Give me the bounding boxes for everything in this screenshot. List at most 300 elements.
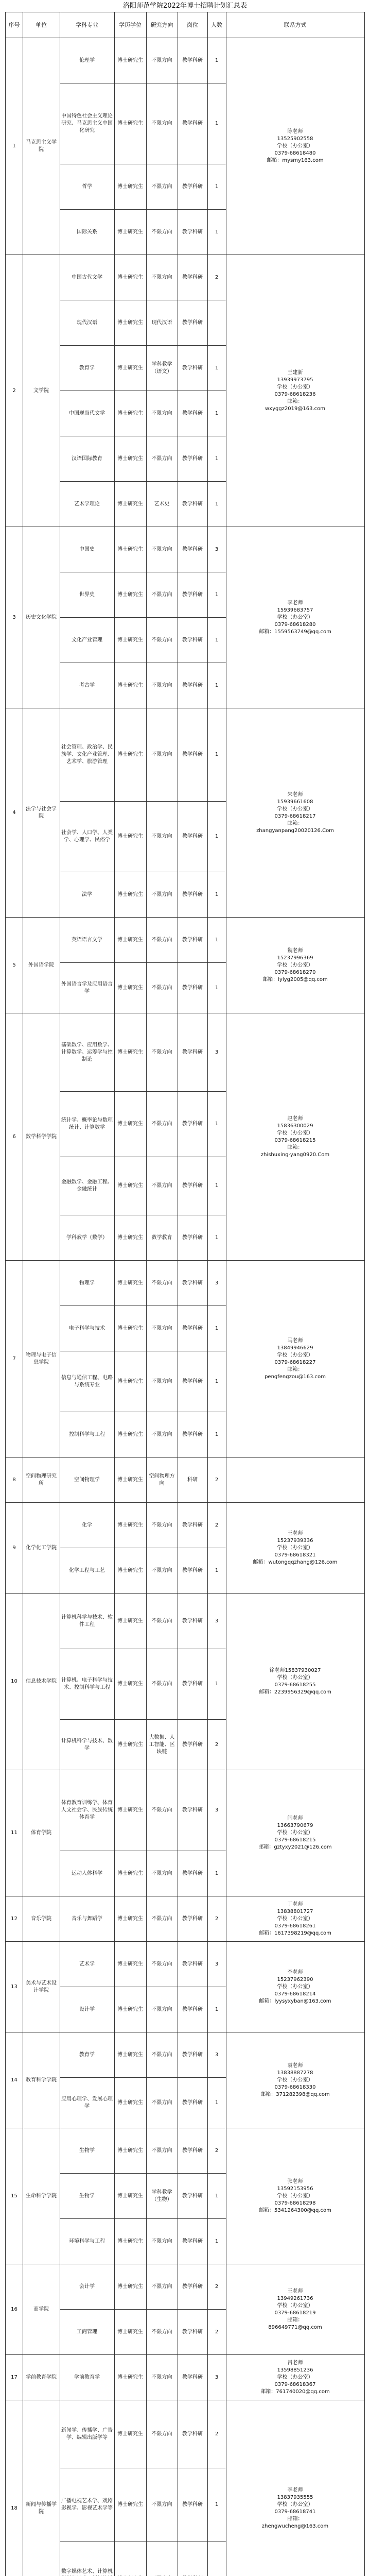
cell-major: 世界史 [79,591,95,598]
cell-degree: 博士研究生 [117,637,143,643]
cell-post: 教学科研 [182,1325,203,1331]
cell-direction: 不限方向 [151,546,172,552]
cell-post: 教学科研 [182,1741,203,1748]
cell-direction [146,2541,178,2576]
cell-direction: 不限方向 [151,1618,172,1624]
unit-contact: 丁老师 13838801727 学校（办公室） 0379-68618261 邮箱：1617398219@qq.com [259,1901,331,1936]
cell-direction: 数学教育 [151,1234,172,1241]
cell-degree: 博士研究生 [117,2052,143,2058]
unit-name: 信息技术学院 [26,1679,57,1684]
cell-degree: 博士研究生 [117,2283,143,2290]
table-row [60,2264,226,2310]
cell-num: 1 [215,1378,219,1384]
cell-major: 生物学 [79,2193,95,2199]
cell-num: 2 [215,2147,219,2154]
unit-contact: 李老师 15237962390 学校（办公室） 0379-68618214 邮箱：lyysyxyban@163.com [259,1969,331,2004]
cell-post: 教学科研 [182,57,203,63]
cell-num: 1 [215,834,219,839]
table-row [60,1720,226,1770]
cell-major: 广播电视艺术学、戏剧影视学、影视艺术学等 [61,2498,113,2511]
cell-degree: 博士研究生 [117,1567,143,1573]
cell-major: 法学 [82,891,92,897]
cell-major: 电子科学与技术 [69,1325,105,1331]
cell-degree [114,2541,146,2576]
table-row [60,1261,226,1306]
cell-degree: 博士研究生 [117,57,143,63]
cell-major: 社会管理、政治学、民族学、文化产业管理、艺术学、旅游管理 [61,744,113,765]
unit-contact: 吕老师 13598851236 学校（办公室） 0379-68618367 邮箱：761740020@qq.com [260,2360,330,2395]
cell-major: 统计学、概率论与数理统计、计算数学 [61,1117,113,1130]
cell-post: 教学科研 [182,834,203,839]
cell-degree: 博士研究生 [117,1741,143,1748]
cell-post: 教学科研 [182,2006,203,2012]
unit-name: 商学院 [33,2306,49,2312]
cell-direction: 不限方向 [151,2238,172,2244]
table-row [60,2355,226,2400]
cell-post: 教学科研 [182,891,203,897]
cell-direction: 不限方向 [151,229,172,235]
table-row [60,1649,226,1720]
table-row [60,83,226,164]
unit-name: 法学与社会学院 [26,806,57,819]
unit-number: 12 [11,1916,17,1922]
unit-number: 3 [12,614,16,620]
cell-major: 设计学 [79,2006,95,2012]
cell-direction: 不限方向 [151,834,172,839]
cell-major: 教育学 [79,2052,95,2058]
cell-degree: 博士研究生 [117,2147,143,2154]
cell-major: 教育学 [79,365,95,371]
cell-major: 新闻学、传播学、广告学、编辑出版学等 [61,2427,113,2441]
cell-post: 教学科研 [182,2329,203,2335]
header-contact: 联系方式 [226,12,364,38]
unit-number: 16 [11,2306,17,2312]
cell-major: 物理学 [79,1280,95,1286]
cell-post: 教学科研 [182,591,203,598]
table-row [60,2468,226,2541]
cell-direction: 不限方向 [151,1325,172,1331]
cell-major: 学前教育学 [74,2374,100,2380]
cell-num: 1 [215,1567,219,1573]
cell-degree: 博士研究生 [117,2329,143,2335]
cell-post: 科研 [187,1477,198,1483]
cell-degree: 博士研究生 [117,2099,143,2106]
table-row [60,527,226,572]
cell-direction: 学科教学（生物） [151,2189,172,2202]
unit-name: 文学院 [33,387,49,394]
cell-post: 教学科研 [182,637,203,643]
cell-post: 教学科研 [182,1681,203,1687]
cell-post: 教学科研 [182,1870,203,1876]
unit-contact: 李老师 15939683757 学校（办公室） 0379-68618280 邮箱：1559563749@qq.com [259,600,331,635]
cell-num: 3 [215,2052,219,2058]
cell-direction: 不限方向 [151,891,172,897]
cell-major: 工商管理 [77,2329,97,2335]
cell-major: 化学 [82,1522,92,1528]
unit-number: 5 [12,962,16,968]
unit-number: 6 [12,1133,16,1140]
cell-post: 教学科研 [182,2052,203,2058]
cell-post: 教学科研 [182,229,203,235]
cell-degree: 博士研究生 [117,1870,143,1876]
cell-major: 金融数学、金融工程、金融统计 [61,1179,113,1192]
cell-direction: 不限方向 [151,2052,172,2058]
header-no: 序号 [6,12,23,38]
cell-direction: 不限方向 [151,57,172,63]
cell-major: 英语语言文学 [72,937,102,943]
cell-direction: 不限方向 [151,1049,172,1055]
table-row [60,210,226,255]
table-row [60,164,226,210]
cell-post: 教学科研 [182,121,203,126]
cell-degree: 博士研究生 [117,2501,143,2507]
cell-num: 3 [215,1280,219,1286]
unit-contact: 陈老师 13525902558 学校（办公室） 0379-68618480 邮箱：mysmy163.com [267,129,324,163]
table-row [60,708,226,802]
table-row [60,300,226,346]
unit-number: 7 [12,1355,16,1362]
cell-degree: 博士研究生 [117,2238,143,2244]
cell-post: 教学科研 [182,1183,203,1189]
cell-direction: 不限方向 [151,2431,172,2437]
table-row [60,1157,226,1215]
cell-major: 计算机、电子科学与技术、控制科学与工程 [61,1677,113,1690]
unit-contact: 徐老师15837930027 学校（办公室） 0379-68618255 邮箱：2239956329@qq.com [259,1668,331,1695]
cell-degree: 博士研究生 [117,455,143,462]
table-row [60,618,226,663]
cell-degree: 博士研究生 [117,591,143,598]
unit-name: 美术与艺术设计学院 [26,1980,57,1993]
unit-name: 外国语学院 [28,962,54,968]
table-row [60,1594,226,1649]
cell-post: 教学科研 [182,1049,203,1055]
cell-degree: 博士研究生 [117,1183,143,1189]
cell-num: 1 [215,183,219,190]
header-post: 岗位 [178,12,207,38]
cell-post: 教学科研 [182,1431,203,1437]
cell-major: 哲学 [82,183,92,190]
table-row [60,2078,226,2128]
cell-post: 教学科研 [182,319,203,326]
cell-num: 1 [215,1325,219,1331]
cell-num: 2 [215,1522,219,1528]
cell-major: 中国史 [79,546,95,552]
cell-post: 教学科研 [182,1280,203,1286]
unit-name: 新闻与传播学院 [26,2502,57,2515]
cell-post: 教学科研 [182,2283,203,2290]
unit-number: 8 [12,1477,16,1483]
cell-degree: 博士研究生 [117,1477,143,1483]
cell-post: 教学科研 [182,2501,203,2507]
cell-major: 社会学、人口学、人类学、心理学、民俗学 [61,830,113,843]
cell-direction: 不限方向 [151,752,172,757]
cell-num: 1 [215,501,219,507]
table-row [60,2128,226,2174]
table-row [60,391,226,436]
cell-direction: 不限方向 [151,183,172,190]
table-row [60,38,226,83]
cell-num [207,2541,226,2576]
unit-name: 体育学院 [31,1830,51,1836]
cell-degree: 博士研究生 [117,1916,143,1922]
cell-major: 生物学 [79,2147,95,2154]
table-row [60,1503,226,1548]
cell-direction: 学科教学（语文） [151,361,172,375]
cell-major: 考古学 [79,682,95,688]
cell-num: 1 [215,591,219,598]
unit-name: 物理与电子信息学院 [26,1352,57,1365]
cell-num: 1 [215,121,219,126]
unit-contact: 王老师 13949261736 学校（办公室） 0379-68618219 邮箱： 896649771@qq.com [268,2288,322,2330]
unit-number: 14 [11,2077,17,2083]
table-row [60,872,226,918]
cell-post: 教学科研 [182,1522,203,1528]
cell-direction: 不限方向 [151,1916,172,1922]
cell-major: 计算机科学与技术、软件工程 [61,1614,113,1628]
table-row [60,1351,226,1412]
cell-post: 教学科研 [182,1916,203,1922]
cell-degree: 博士研究生 [117,2431,143,2437]
cell-num: 1 [215,2006,219,2012]
table-row [60,1013,226,1092]
cell-direction: 不限方向 [151,682,172,688]
unit-number: 10 [11,1679,17,1684]
cell-major: 中国古代文学 [72,274,102,280]
cell-num: 3 [215,2374,219,2380]
cell-num: 1 [215,229,219,235]
unit-name: 音乐学院 [31,1916,51,1922]
table-row [60,1412,226,1458]
cell-num: 3 [215,1618,219,1624]
unit-name: 历史文化学院 [26,614,57,620]
unit-contact: 朱老师 15939661608 学校（办公室） 0379-68618217 邮箱： zhangyanpang20020126.Com [256,791,334,834]
table-row [60,346,226,391]
table-row [60,1458,226,1503]
cell-degree: 博士研究生 [117,319,143,326]
cell-num: 1 [215,2193,219,2199]
cell-post: 教学科研 [182,1618,203,1624]
cell-direction: 不限方向 [151,455,172,462]
cell-num: 3 [215,546,219,552]
cell-degree: 博士研究生 [117,682,143,688]
cell-direction: 不限方向 [151,2147,172,2154]
cell-post: 教学科研 [182,937,203,943]
cell-direction: 不限方向 [151,1183,172,1189]
cell-post: 教学科研 [182,2431,203,2437]
cell-post: 教学科研 [182,682,203,688]
cell-num: 1 [215,2501,219,2507]
cell-direction: 空间物理方向 [149,1473,175,1486]
cell-num: 1 [215,891,219,897]
cell-post: 教学科研 [182,1121,203,1127]
cell-degree: 博士研究生 [117,1618,143,1624]
cell-direction: 不限方向 [151,410,172,416]
header-direction: 研究方向 [146,12,178,38]
cell-degree: 博士研究生 [117,891,143,897]
cell-degree: 博士研究生 [117,183,143,190]
unit-name: 马克思主义学院 [26,140,57,152]
cell-num [207,300,226,345]
unit-name: 化学化工学院 [26,1545,57,1551]
cell-num: 1 [215,937,219,943]
cell-num: 1 [215,1681,219,1687]
cell-num: 1 [215,1431,219,1437]
cell-post: 教学科研 [182,2099,203,2106]
cell-direction: 不限方向 [151,1378,172,1384]
table-row [60,1770,226,1851]
cell-degree: 博士研究生 [117,546,143,552]
cell-major: 国际关系 [77,229,97,235]
cell-major: 应用心理学、发展心理学 [61,2096,113,2109]
cell-direction: 艺术史 [154,501,170,507]
unit-name: 数学科学学院 [26,1133,57,1140]
cell-degree: 博士研究生 [117,834,143,839]
cell-degree: 博士研究生 [117,752,143,757]
table-row [60,2219,226,2264]
cell-major: 文化产业管理 [72,637,102,643]
cell-degree: 博士研究生 [117,365,143,371]
table-row [60,963,226,1013]
cell-degree: 博士研究生 [117,1234,143,1241]
table-row [60,1092,226,1157]
header-unit: 单位 [23,12,60,38]
unit-number: 17 [11,2374,17,2380]
cell-degree: 博士研究生 [117,410,143,416]
cell-degree: 博士研究生 [117,1325,143,1331]
cell-major: 现代汉语 [77,319,97,326]
cell-major: 学科教学（数学） [66,1234,108,1241]
cell-degree: 博士研究生 [117,1280,143,1286]
cell-major: 艺术学理论 [74,501,100,507]
cell-major: 体育教育训练学、体育人文社会学、民族传统体育学 [61,1800,113,1820]
cell-major: 运动人体科学 [72,1870,102,1876]
cell-major: 计算机科学与技术、数学 [61,1738,113,1751]
unit-number: 2 [12,387,16,394]
cell-num: 1 [215,455,219,462]
cell-num: 1 [215,1183,219,1189]
header-num: 人数 [207,12,226,38]
cell-num: 2 [215,1916,219,1922]
cell-num: 1 [215,985,219,991]
cell-major: 艺术学 [79,1961,95,1967]
header-major: 学科专业 [60,12,114,38]
cell-major: 基础数学、应用数学、计算数学、运筹学与控制论 [61,1042,113,1062]
unit-number: 1 [12,143,16,149]
cell-major: 控制科学与工程 [69,1431,105,1437]
table-row [60,1306,226,1351]
unit-contact [226,1458,364,1502]
cell-degree: 博士研究生 [117,501,143,507]
cell-post: 教学科研 [182,183,203,190]
unit-contact: 赵老师 15836300029 学校（办公室） 0379-68618215 邮箱： zhishuxing-yang0920.Com [260,1115,330,1158]
cell-num: 1 [215,682,219,688]
cell-direction: 不限方向 [151,2099,172,2106]
unit-number: 9 [12,1545,16,1551]
unit-name: 生命科学学院 [26,2193,57,2199]
cell-post: 教学科研 [182,501,203,507]
cell-direction: 不限方向 [151,1807,172,1813]
unit-contact: 王老师 15237939336 学校（办公室） 0379-68618321 邮箱：wutongqqzhang@126.com [253,1530,338,1565]
cell-post: 教学科研 [182,752,203,757]
cell-direction: 不限方向 [151,637,172,643]
cell-direction: 不限方向 [151,1870,172,1876]
cell-num: 2 [215,2329,219,2335]
cell-degree: 博士研究生 [117,1378,143,1384]
table-row [60,918,226,963]
table-row [60,663,226,708]
cell-direction: 不限方向 [151,1961,172,1967]
cell-direction: 不限方向 [151,985,172,991]
cell-num: 3 [215,1049,219,1055]
cell-num: 1 [215,1234,219,1241]
cell-direction: 不限方向 [151,1681,172,1687]
cell-direction: 不限方向 [151,591,172,598]
table-row [60,2541,226,2576]
table-row [60,572,226,618]
cell-num: 1 [215,57,219,63]
cell-num: 1 [215,1870,219,1876]
cell-num: 1 [215,637,219,643]
unit-name: 教育科学学院 [26,2077,57,2083]
cell-post [178,2541,207,2576]
cell-direction: 不限方向 [151,2501,172,2507]
cell-degree: 博士研究生 [117,2193,143,2199]
cell-major: 中国特色社会主义理论研究、马克思主义中国化研究 [61,113,113,133]
cell-post: 教学科研 [182,1234,203,1241]
cell-post: 教学科研 [182,455,203,462]
cell-major: 汉语国际教育 [72,455,102,462]
cell-direction: 现代汉语 [151,319,172,326]
cell-direction: 不限方向 [151,1431,172,1437]
cell-direction: 不限方向 [151,121,172,126]
cell-degree: 博士研究生 [117,2374,143,2380]
cell-direction: 不限方向 [151,1121,172,1127]
cell-num: 1 [215,2099,219,2106]
table-row [60,2032,226,2078]
unit-contact: 马老师 13849946629 学校（办公室） 0379-68618227 邮箱： pengfengzou@163.com [265,1337,326,1380]
cell-degree: 博士研究生 [117,1049,143,1055]
table-row [60,1896,226,1942]
cell-num: 2 [215,1477,219,1483]
cell-num: 3 [215,1961,219,1967]
document-title: 洛阳师范学院2022年博士招聘计划汇总表 [122,2,248,10]
table-row [60,255,226,300]
cell-degree: 博士研究生 [117,1961,143,1967]
cell-degree: 博士研究生 [117,985,143,991]
table-row [60,2310,226,2355]
cell-major: 信息与通信工程、电路与系统专业 [61,1375,113,1388]
cell-post: 教学科研 [182,2193,203,2199]
cell-num: 2 [215,2283,219,2290]
cell-major: 音乐与舞蹈学 [72,1916,102,1922]
cell-degree: 博士研究生 [117,229,143,235]
unit-contact: 袁老师 13838887278 学校（办公室） 0379-68618330 邮箱：371282398@qq.com [260,2062,330,2097]
cell-degree: 博士研究生 [117,1807,143,1813]
table-row [60,1851,226,1896]
cell-post: 教学科研 [182,546,203,552]
cell-major: 环境科学与工程 [69,2238,105,2244]
table-row [60,482,226,527]
unit-contact: 王建新 13939973795 学校（办公室） 0379-68618236 邮箱： wxyggz2019@163.com [265,369,326,412]
cell-direction: 不限方向 [151,2283,172,2290]
cell-num: 2 [215,2431,219,2437]
table-row [60,436,226,482]
cell-post: 教学科研 [182,985,203,991]
unit-number: 11 [11,1830,17,1836]
cell-num: 1 [215,752,219,757]
cell-degree: 博士研究生 [117,1121,143,1127]
cell-post: 教学科研 [182,1807,203,1813]
